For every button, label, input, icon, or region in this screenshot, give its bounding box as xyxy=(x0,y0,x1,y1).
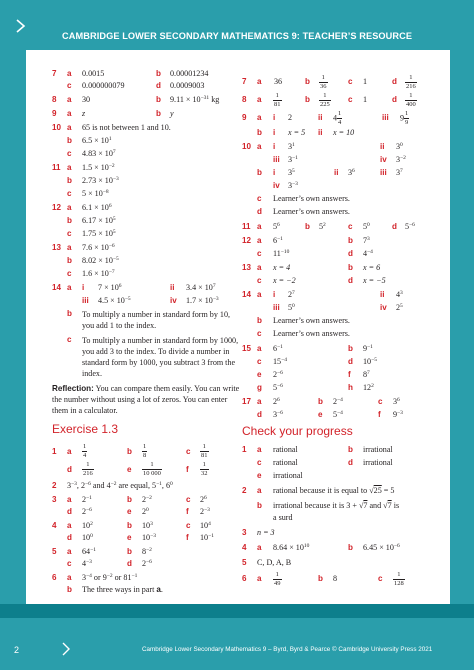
answer-text: irrational xyxy=(273,471,303,480)
answer-text: The three ways in part a. xyxy=(82,585,163,594)
reflection-note: Reflection: You can compare them easily. You can write the number without using a lot of zeros. You can enter them in a calculator. xyxy=(52,384,240,415)
answer-text: 0.000000079 xyxy=(82,81,125,90)
question-number: 11 xyxy=(242,222,251,231)
part-label: a xyxy=(67,69,72,78)
chevron-right-icon xyxy=(60,642,72,656)
question-number: 8 xyxy=(242,95,247,104)
part-label: e xyxy=(127,507,132,516)
part-label: b xyxy=(67,216,72,225)
part-label: c xyxy=(257,249,262,258)
answer-text: $3^{-3}$ xyxy=(288,181,298,190)
part-label: a xyxy=(257,142,262,151)
answer-text: C, D, A, B xyxy=(257,558,292,567)
subpart-label: iii xyxy=(273,303,280,312)
part-label: b xyxy=(127,547,132,556)
part-label: b xyxy=(156,109,161,118)
fraction: $\frac{1}{225}$ xyxy=(320,92,330,108)
part-label: f xyxy=(186,465,189,474)
part-label: a xyxy=(67,547,72,556)
part-label: d xyxy=(156,81,161,90)
subpart-label: i xyxy=(273,142,276,151)
question-number: 7 xyxy=(242,77,247,86)
question-number: 12 xyxy=(52,203,62,212)
part-label: c xyxy=(378,397,383,406)
fraction: $\frac{1}{81}$ xyxy=(274,92,281,108)
part-label: a xyxy=(67,447,72,456)
header-bar xyxy=(0,0,474,50)
part-label: e xyxy=(257,471,262,480)
answer-text: $6.5 \times 10^1$ xyxy=(82,136,112,145)
fraction: $\frac{1}{32}$ xyxy=(201,461,208,477)
answer-text: $8.64 \times 10^{10}$ xyxy=(273,543,310,552)
answer-text: $3^{-6}$ xyxy=(273,410,283,419)
question-number: 13 xyxy=(242,263,252,272)
answer-text: rational xyxy=(273,445,298,454)
mixed-number: 9 $\frac{1}{9}$ xyxy=(400,110,409,126)
part-label: a xyxy=(257,290,262,299)
answer-text: 30 xyxy=(82,95,91,104)
answer-text: 2 xyxy=(288,113,293,122)
part-label: a xyxy=(257,236,262,245)
question-number: 6 xyxy=(242,574,247,583)
answer-text: $1.6 \times 10^{-7}$ xyxy=(82,269,115,278)
answer-text: $8^7$ xyxy=(363,370,370,379)
subpart-label: i xyxy=(273,128,276,137)
answer-text: Learner’s own answers. xyxy=(273,207,350,216)
part-label: d xyxy=(348,249,353,258)
answer-text: $3^5$ xyxy=(288,168,295,177)
part-label: b xyxy=(156,95,161,104)
subpart-label: ii xyxy=(334,168,339,177)
answer-text: irrational because it is 3 + √7 and √7 is xyxy=(273,501,400,510)
answer-text: $4.83 \times 10^7$ xyxy=(82,149,116,158)
answer-text: $2.73 \times 10^{-3}$ xyxy=(82,176,119,185)
answer-text: $2^{-4}$ xyxy=(333,397,343,406)
fraction: $\frac{1}{216}$ xyxy=(406,74,416,90)
question-number: 4 xyxy=(52,521,57,530)
answer-text: Learner’s own answers. xyxy=(273,316,350,325)
answer-text: rational xyxy=(273,458,298,467)
answer-text: 65 is not between 1 and 10. xyxy=(82,123,171,132)
subpart-label: iii xyxy=(380,168,387,177)
question-number: 9 xyxy=(52,109,57,118)
footer-bar xyxy=(0,618,474,670)
question-number: 17 xyxy=(242,397,252,406)
answer-text: 0.00001234 xyxy=(170,69,209,78)
answer-text: $64^{-1}$ xyxy=(82,547,96,556)
answer-text: $9.11 \times 10^{-31}$ kg xyxy=(170,95,220,104)
part-label: a xyxy=(257,113,262,122)
question-number: 15 xyxy=(242,344,252,353)
part-label: c xyxy=(67,189,72,198)
answer-text: y xyxy=(170,109,174,118)
answer-text: irrational xyxy=(363,445,393,454)
answer-text: 36 xyxy=(274,77,283,86)
answer-text: x = 6 xyxy=(363,263,381,272)
answer-text: $6^{-1}$ xyxy=(273,344,283,353)
question-number: 3 xyxy=(52,495,57,504)
fraction: $\frac{1}{128}$ xyxy=(394,571,404,587)
part-label: a xyxy=(67,203,72,212)
answer-text: $7^3$ xyxy=(363,236,370,245)
part-label: f xyxy=(186,533,189,542)
answer-text: $5 \times 10^{-8}$ xyxy=(82,189,109,198)
answer-text: $7 \times 10^6$ xyxy=(98,283,122,292)
question-number: 1 xyxy=(242,445,247,454)
question-number: 12 xyxy=(242,236,252,245)
part-label: f xyxy=(348,370,351,379)
answer-text: $10^3$ xyxy=(142,521,153,530)
part-label: b xyxy=(127,447,132,456)
answer-text: $4.5 \times 10^{-5}$ xyxy=(98,296,131,305)
subpart-label: i xyxy=(273,168,276,177)
part-label: b xyxy=(127,521,132,530)
part-label: b xyxy=(257,501,262,510)
answer-text: $5^{-4}$ xyxy=(333,410,343,419)
part-label: c xyxy=(257,357,262,366)
answer-text: a surd xyxy=(273,513,293,522)
part-label: d xyxy=(67,465,72,474)
subpart-label: iii xyxy=(82,296,89,305)
part-label: c xyxy=(257,194,262,203)
subpart-label: iv xyxy=(170,296,177,305)
part-label: b xyxy=(67,309,72,318)
answer-text: $1.7 \times 10^{-3}$ xyxy=(186,296,219,305)
answer-text: 0.0009003 xyxy=(170,81,205,90)
question-number: 14 xyxy=(52,283,62,292)
mixed-number: 4 $\frac{1}{4}$ xyxy=(333,110,342,126)
part-label: a xyxy=(257,486,262,495)
part-label: b xyxy=(257,168,262,177)
answer-text: $2^{-2}$ xyxy=(142,495,152,504)
part-label: e xyxy=(257,370,262,379)
answer-text: $3^{-4}$ or $9^{-2}$ or $81^{-1}$ xyxy=(82,573,138,582)
part-label: b xyxy=(67,256,72,265)
answer-text: $10^{-1}$ xyxy=(200,533,214,542)
part-label: b xyxy=(348,445,353,454)
answer-text: $7.6 \times 10^{-6}$ xyxy=(82,243,115,252)
question-number: 2 xyxy=(52,481,57,490)
fraction: $\frac{1}{49}$ xyxy=(274,571,281,587)
answer-text: $8.02 \times 10^{-5}$ xyxy=(82,256,119,265)
part-label: c xyxy=(67,335,72,344)
part-label: d xyxy=(348,458,353,467)
part-label: d xyxy=(67,533,72,542)
part-label: c xyxy=(257,276,262,285)
answer-text: $2^{-6}$ xyxy=(273,370,283,379)
part-label: a xyxy=(257,344,262,353)
part-label: c xyxy=(67,81,72,90)
answer-text: $2^{-6}$ xyxy=(82,507,92,516)
chevron-right-icon xyxy=(14,19,28,33)
question-number: 10 xyxy=(242,142,252,151)
subpart-label: iii xyxy=(273,155,280,164)
part-label: c xyxy=(257,458,262,467)
question-number: 11 xyxy=(52,163,61,172)
answer-text: rational because it is equal to √25 = 5 xyxy=(273,486,395,495)
answer-text: $5^2$ xyxy=(319,222,326,231)
answer-text: $9^{-1}$ xyxy=(363,344,373,353)
part-label: a xyxy=(67,163,72,172)
part-label: b xyxy=(348,543,353,552)
part-label: a xyxy=(257,397,262,406)
part-label: d xyxy=(392,95,397,104)
fraction: $\frac{1}{4}$ xyxy=(83,443,87,459)
subpart-label: iv xyxy=(380,155,387,164)
fraction: $\frac{1}{81}$ xyxy=(201,443,208,459)
part-label: d xyxy=(392,222,397,231)
part-label: b xyxy=(67,585,72,594)
answer-text: $2^5$ xyxy=(396,303,403,312)
part-label: b xyxy=(305,95,310,104)
part-label: b xyxy=(156,69,161,78)
answer-text: $4^{-4}$ xyxy=(363,249,373,258)
answer-text: $3^7$ xyxy=(396,168,403,177)
answer-text: $10^{-5}$ xyxy=(363,357,377,366)
part-label: a xyxy=(67,283,72,292)
answer-text: $6.1 \times 10^6$ xyxy=(82,203,112,212)
question-number: 7 xyxy=(52,69,57,78)
part-label: b xyxy=(67,136,72,145)
answer-text: z xyxy=(82,109,86,118)
fraction: $\frac{1}{36}$ xyxy=(320,74,327,90)
question-number: 5 xyxy=(242,558,247,567)
answer-page xyxy=(26,50,450,606)
fraction: $\frac{1}{10 000}$ xyxy=(143,461,161,477)
part-label: d xyxy=(348,276,353,285)
part-label: a xyxy=(257,574,262,583)
answer-text: $3^6$ xyxy=(348,168,355,177)
answer-text: $4^3$ xyxy=(396,290,403,299)
answer-text: $2^{-3}$ xyxy=(200,507,210,516)
part-label: c xyxy=(348,222,353,231)
part-label: c xyxy=(67,229,72,238)
part-label: a xyxy=(67,109,72,118)
subpart-label: i xyxy=(273,113,276,122)
answer-text: $10^4$ xyxy=(200,521,211,530)
part-label: b xyxy=(127,495,132,504)
answer-text: $5^{-6}$ xyxy=(273,383,283,392)
part-label: c xyxy=(186,495,191,504)
subpart-label: i xyxy=(82,283,85,292)
answer-text: $3.4 \times 10^7$ xyxy=(186,283,216,292)
part-label: b xyxy=(318,574,323,583)
part-label: a xyxy=(257,95,262,104)
part-label: c xyxy=(67,559,72,568)
part-label: b xyxy=(257,128,262,137)
subpart-label: ii xyxy=(318,113,323,122)
answer-text: $9^{-3}$ xyxy=(393,410,403,419)
right-column xyxy=(242,74,422,587)
footer-band xyxy=(0,604,474,618)
part-label: a xyxy=(67,243,72,252)
answer-text: $11^{-10}$ xyxy=(273,249,290,258)
answer-text: x = 10 xyxy=(333,128,355,137)
part-label: b xyxy=(348,236,353,245)
question-number: 10 xyxy=(52,123,62,132)
part-label: b xyxy=(318,397,323,406)
part-label: d xyxy=(127,559,132,568)
answer-text: To multiply a number in standard form by 10, you add 1 to the index. xyxy=(82,310,231,330)
question-number: 14 xyxy=(242,290,252,299)
subpart-label: ii xyxy=(170,283,175,292)
question-number: 13 xyxy=(52,243,62,252)
section-heading: Check your progress xyxy=(242,424,353,438)
answer-text: $1.5 \times 10^{-2}$ xyxy=(82,163,115,172)
question-number: 5 xyxy=(52,547,57,556)
part-label: c xyxy=(67,149,72,158)
part-label: c xyxy=(186,447,191,456)
answer-text: $12^2$ xyxy=(363,383,374,392)
part-label: a xyxy=(257,543,262,552)
answer-text: Learner’s own answers. xyxy=(273,329,350,338)
answer-text: $8^{-2}$ xyxy=(142,547,152,556)
answer-text: $2^7$ xyxy=(288,290,295,299)
part-label: c xyxy=(378,574,383,583)
answer-text: $3^{-2}$ xyxy=(396,155,406,164)
part-label: d xyxy=(257,207,262,216)
subpart-label: ii xyxy=(380,142,385,151)
answer-text: 1 xyxy=(363,77,368,86)
part-label: a xyxy=(257,445,262,454)
answer-text: $1.75 \times 10^5$ xyxy=(82,229,116,238)
part-label: b xyxy=(305,222,310,231)
part-label: c xyxy=(257,329,262,338)
part-label: f xyxy=(378,410,381,419)
answer-text: $15^{-4}$ xyxy=(273,357,287,366)
answer-text: $5^0$ xyxy=(288,303,295,312)
fraction: $\frac{1}{400}$ xyxy=(406,92,416,108)
page-number: 2 xyxy=(14,645,20,655)
part-label: b xyxy=(348,263,353,272)
answer-text: $2^{-1}$ xyxy=(82,495,92,504)
part-label: e xyxy=(318,410,323,419)
answer-text: Learner’s own answers. xyxy=(273,194,350,203)
answer-text: $2^6$ xyxy=(200,495,207,504)
part-label: c xyxy=(186,521,191,530)
part-label: a xyxy=(257,77,262,86)
answer-text: $3^0$ xyxy=(396,142,403,151)
question-number: 1 xyxy=(52,447,57,456)
answer-text: $10^0$ xyxy=(82,533,93,542)
part-label: b xyxy=(305,77,310,86)
answer-text: $10^2$ xyxy=(82,521,93,530)
part-label: a xyxy=(67,521,72,530)
part-label: d xyxy=(257,410,262,419)
part-label: d xyxy=(348,357,353,366)
part-label: a xyxy=(257,263,262,272)
part-label: c xyxy=(67,269,72,278)
answer-text: $3^6$ xyxy=(393,397,400,406)
part-label: d xyxy=(392,77,397,86)
question-number: 6 xyxy=(52,573,57,582)
fraction: $\frac{1}{8}$ xyxy=(143,443,147,459)
part-label: e xyxy=(127,533,132,542)
question-number: 2 xyxy=(242,486,247,495)
answer-text: irrational xyxy=(363,458,393,467)
part-label: c xyxy=(348,95,353,104)
answer-text: n = 3 xyxy=(257,528,275,537)
part-label: a xyxy=(67,95,72,104)
answer-text: $2^0$ xyxy=(142,507,149,516)
subpart-label: iv xyxy=(380,303,387,312)
fraction: $\frac{1}{216}$ xyxy=(83,461,93,477)
question-number: 4 xyxy=(242,543,247,552)
answer-text: $2^{-6}$ xyxy=(142,559,152,568)
part-label: a xyxy=(257,222,262,231)
answer-text: x = −5 xyxy=(363,276,386,285)
subpart-label: iii xyxy=(382,113,389,122)
answer-text: $10^{-3}$ xyxy=(142,533,156,542)
answer-text: x = 5 xyxy=(288,128,306,137)
answer-text: $5^{-6}$ xyxy=(405,222,415,231)
subpart-label: ii xyxy=(318,128,323,137)
answer-text: $6.17 \times 10^5$ xyxy=(82,216,116,225)
answer-text: $4^{-3}$ xyxy=(82,559,92,568)
part-label: e xyxy=(127,465,132,474)
answer-text: $5^6$ xyxy=(273,222,280,231)
book-title: CAMBRIDGE LOWER SECONDARY MATHEMATICS 9: TEACHER’S RESOURCE xyxy=(62,31,413,41)
section-heading: Exercise 1.3 xyxy=(52,422,119,436)
answer-text: $3^{-3}$, $2^{-6}$ and $4^{-2}$ are equal, $5^{-1}$, $6^0$ xyxy=(67,481,173,490)
part-label: f xyxy=(186,507,189,516)
subpart-label: i xyxy=(273,290,276,299)
answer-text: $2^6$ xyxy=(273,397,280,406)
answer-text: $6.45 \times 10^{-6}$ xyxy=(363,543,400,552)
part-label: d xyxy=(67,507,72,516)
subpart-label: iv xyxy=(273,181,280,190)
part-label: a xyxy=(67,495,72,504)
part-label: h xyxy=(348,383,353,392)
answer-text: x = −2 xyxy=(273,276,296,285)
answer-text: $3^1$ xyxy=(288,142,295,151)
part-label: b xyxy=(67,176,72,185)
answer-text: To multiply a number in standard form by 1000, you add 3 to the index. To divide a number in standard form by 1000, you subtract 3 from the index. xyxy=(82,336,239,378)
question-number: 3 xyxy=(242,528,247,537)
answer-text: $5^0$ xyxy=(363,222,370,231)
footer-credit: Cambridge Lower Secondary Mathematics 9 – Byrd, Byrd & Pearce © Cambridge University Press 2021 xyxy=(142,646,433,653)
part-label: b xyxy=(257,316,262,325)
answer-text: 0.0015 xyxy=(82,69,105,78)
part-label: a xyxy=(67,123,72,132)
question-number: 8 xyxy=(52,95,57,104)
answer-text: $3^{-1}$ xyxy=(288,155,298,164)
part-label: b xyxy=(348,344,353,353)
part-label: g xyxy=(257,383,262,392)
question-number: 9 xyxy=(242,113,247,122)
left-column xyxy=(52,69,242,597)
subpart-label: ii xyxy=(380,290,385,299)
answer-text: 1 xyxy=(363,95,368,104)
answer-text: 8 xyxy=(333,574,338,583)
answer-text: x = 4 xyxy=(273,263,291,272)
part-label: a xyxy=(67,573,72,582)
answer-text: $6^{-1}$ xyxy=(273,236,283,245)
part-label: c xyxy=(348,77,353,86)
